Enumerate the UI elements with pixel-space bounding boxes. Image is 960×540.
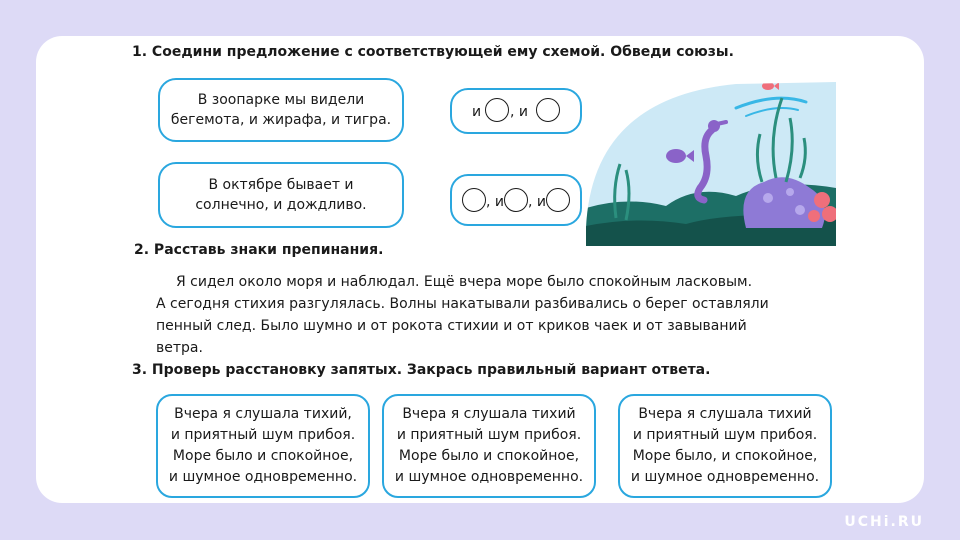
underwater-illustration — [586, 78, 836, 246]
scheme-card-2[interactable] — [450, 174, 582, 226]
task3-heading: 3. Проверь расстановку запятых. Закрась правильный вариант ответа. — [132, 362, 711, 378]
scheme2-circle-1 — [462, 188, 486, 212]
scheme2-conj-1: , и — [486, 194, 504, 210]
answer-option-3[interactable]: Вчера я слушала тихий и приятный шум прибоя. Море было, и спокойное, и шумное одновременно. — [618, 394, 832, 498]
scheme2-circle-3 — [546, 188, 570, 212]
worksheet-slide — [36, 36, 924, 503]
task2-line-1: Я сидел около моря и наблюдал. Ещё вчера море было спокойным ласковым. — [176, 274, 753, 290]
answer-option-1[interactable]: Вчера я слушала тихий, и приятный шум прибоя. Море было и спокойное, и шумное одновременно. — [156, 394, 370, 498]
answer-option-2[interactable]: Вчера я слушала тихий и приятный шум прибоя. Море было и спокойное, и шумное одновременно. — [382, 394, 596, 498]
task2-line-2: А сегодня стихия разгулялась. Волны накатывали разбивались о берег оставляли — [156, 296, 769, 312]
scheme2-conj-2: , и — [528, 194, 546, 210]
sentence-card-1[interactable]: В зоопарке мы видели бегемота, и жирафа, и тигра. — [158, 78, 404, 142]
task2-heading: 2. Расставь знаки препинания. — [134, 242, 384, 258]
task1-heading: 1. Соедини предложение с соответствующей ему схемой. Обведи союзы. — [132, 44, 734, 60]
scheme1-circle-2 — [536, 98, 560, 122]
scheme2-circle-2 — [504, 188, 528, 212]
scheme1-conj-2: , и — [510, 104, 528, 120]
uchi-logo: UCHi.RU — [844, 514, 924, 530]
scheme1-circle-1 — [485, 98, 509, 122]
scheme-card-1[interactable] — [450, 88, 582, 134]
sentence-card-2[interactable]: В октябре бывает и солнечно, и дождливо. — [158, 162, 404, 228]
task2-line-3: пенный след. Было шумно и от рокота стихии и от криков чаек и от завываний — [156, 318, 747, 334]
scheme1-conj-1: и — [472, 104, 482, 120]
task2-text — [156, 271, 816, 359]
task2-line-4: ветра. — [156, 340, 203, 356]
